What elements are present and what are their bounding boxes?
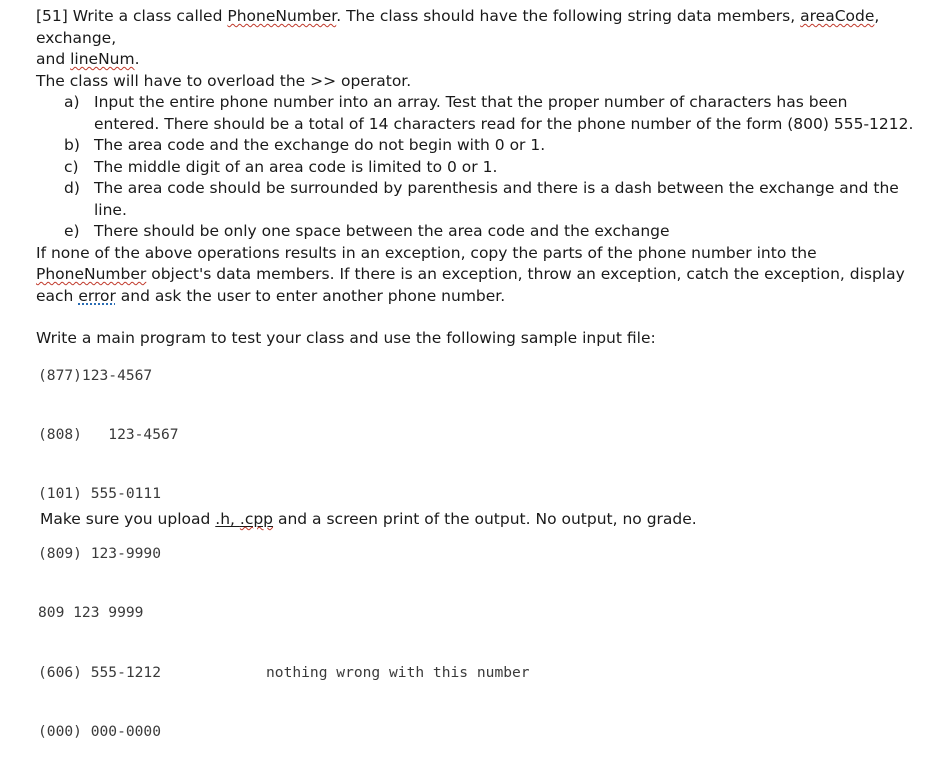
list-item xyxy=(36,157,916,179)
exception-paragraph: If none of the above operations results in an exception, copy the parts of the phone number into the PhoneNumber object's data members. If there is an exception, throw an exception, catch the exception, display each error and ask the user to enter another phone number. xyxy=(36,243,905,305)
item-text: There should be only one space between the area code and the exchange xyxy=(94,222,670,240)
item-label: a) xyxy=(64,93,80,111)
sample-line: (101) 555-0111 xyxy=(38,485,162,503)
list-item xyxy=(36,221,916,243)
list-item xyxy=(36,92,916,135)
class-name: PhoneNumber xyxy=(36,265,147,283)
requirements-list xyxy=(36,92,916,243)
intro-paragraph: [51] Write a class called PhoneNumber. The class should have the following string data members, areaCode, exchange, and lineNum. xyxy=(36,7,880,68)
item-text: Input the entire phone number into an array. Test that the proper number of characters has been entered. There should be a total of 14 characters read for the phone number of the form (800) 555-1212. xyxy=(94,93,914,133)
sample-line: (808) 123-4567 xyxy=(38,425,179,443)
class-name: PhoneNumber xyxy=(227,7,337,25)
member-areacode: areaCode xyxy=(800,7,875,25)
sample-line: (000) 000-0000 xyxy=(38,722,162,740)
list-item xyxy=(36,135,916,157)
main-program-line: Write a main program to test your class and use the following sample input file: xyxy=(36,329,656,347)
item-label: c) xyxy=(64,157,79,176)
sample-line: (877)123-4567 xyxy=(38,366,153,384)
item-text: The area code should be surrounded by parenthesis and there is a dash between the exchange and the line. xyxy=(94,179,899,219)
error-word: error xyxy=(78,286,116,305)
item-label: e) xyxy=(64,222,80,240)
assignment-document xyxy=(36,6,916,350)
member-linenum: lineNum xyxy=(70,50,135,68)
list-item xyxy=(36,178,916,221)
sample-line: 809 123 9999 xyxy=(38,604,144,622)
item-label: d) xyxy=(64,179,80,197)
upload-files: .h, .cpp xyxy=(215,510,274,528)
item-text: The middle digit of an area code is limited to 0 or 1. xyxy=(94,157,498,176)
sample-note: nothing wrong with this number xyxy=(266,663,530,681)
sample-line: (606) 555-1212 nothing wrong with this number xyxy=(38,663,530,681)
overload-line: The class will have to overload the >> operator. xyxy=(36,71,412,90)
footer-line: Make sure you upload .h, .cpp and a screen print of the output. No output, no grade. xyxy=(40,510,697,528)
item-text: The area code and the exchange do not begin with 0 or 1. xyxy=(94,136,546,154)
sample-line: (809) 123-9990 xyxy=(38,544,162,562)
item-label: b) xyxy=(64,136,80,154)
